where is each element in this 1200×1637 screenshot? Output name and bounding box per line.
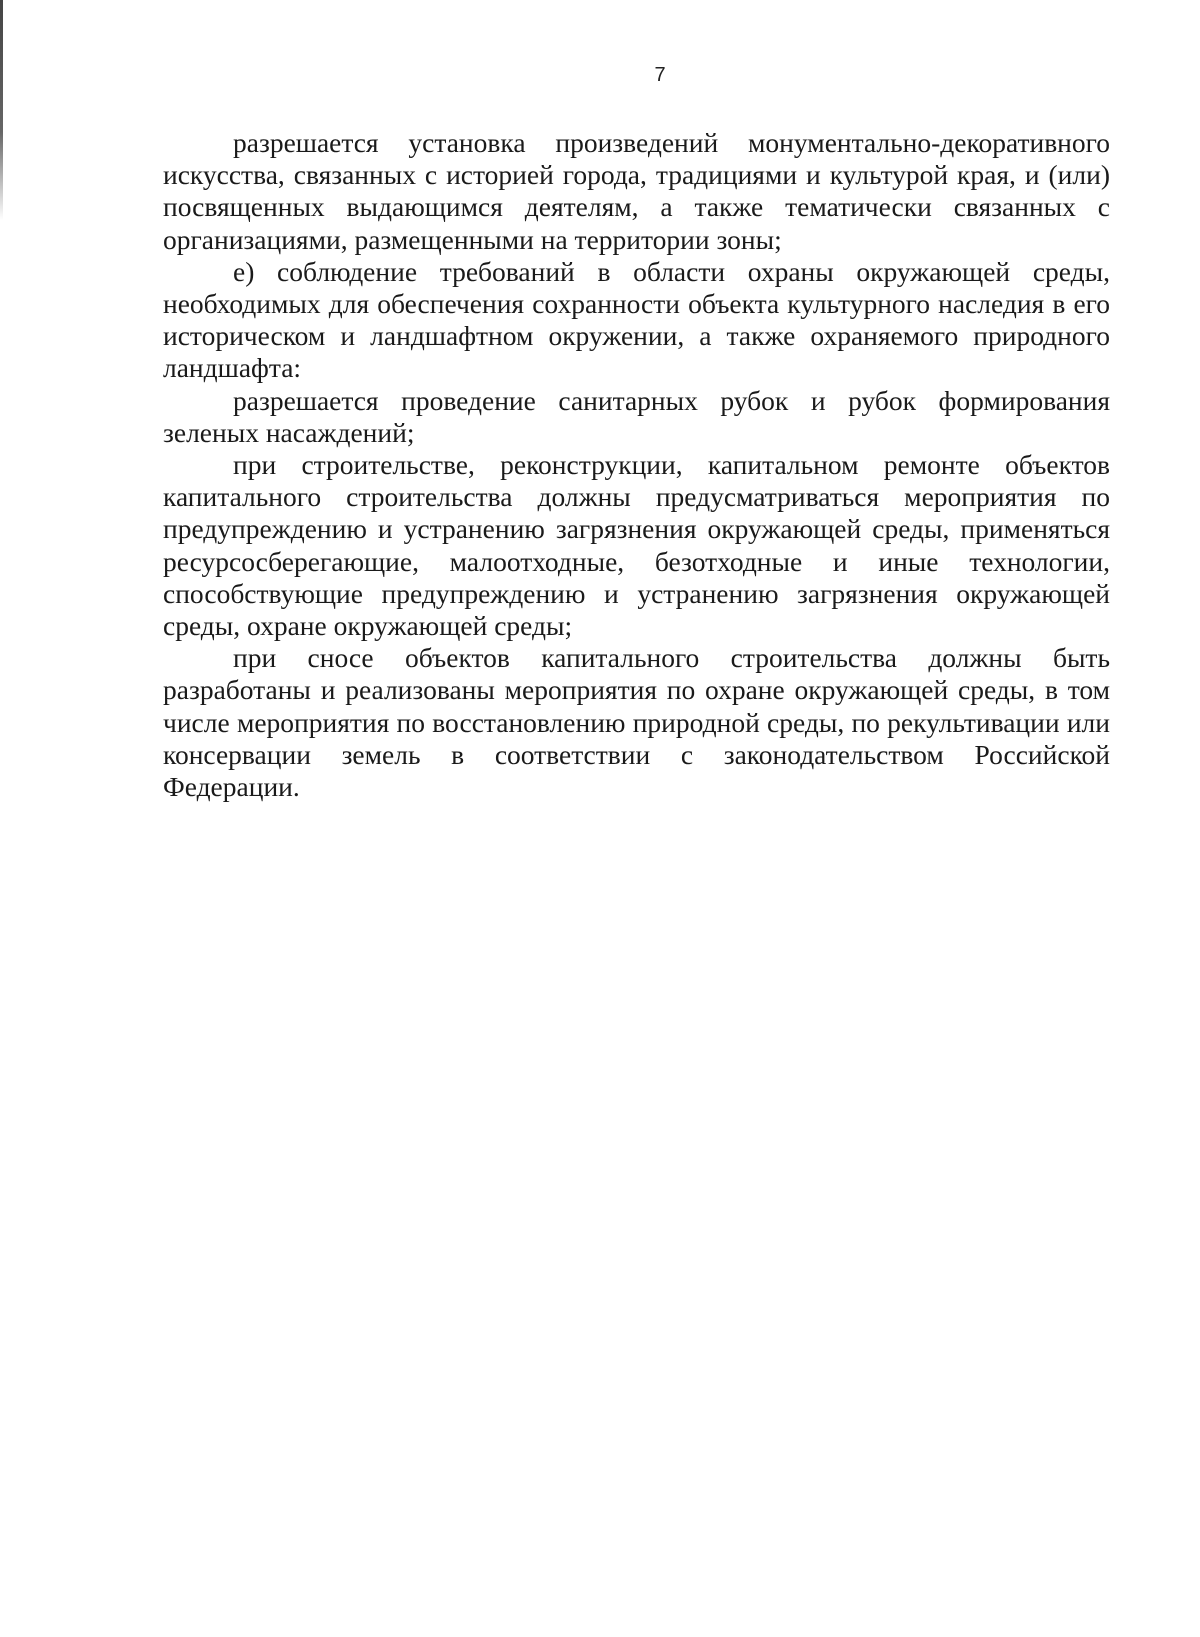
paragraph-sanitary-felling: разрешается проведение санитарных рубок и рубок формирования зеленых насаждений; — [163, 384, 1110, 448]
paragraph-construction-measures: при строительстве, реконструкции, капитальном ремонте объектов капитального строительства должны предусматриваться мероприятия по предупреждению и устранению загрязнения окружающей среды, применяться ресурсосберегающие, малоотходные, безотходные и иные технологии, способствующие предупреждению и устранению загрязнения окружающей среды, охране окружающей среды; — [163, 449, 1110, 642]
paragraph-monument-installation: разрешается установка произведений монументально-декоративного искусства, связанных с историей города, традициями и культурой края, и (или) посвященных выдающимся деятелям, а также тематически связанных с организациями, размещенными на территории зоны; — [163, 127, 1110, 255]
document-body — [163, 127, 1110, 803]
paragraph-demolition-measures: при сносе объектов капитального строительства должны быть разработаны и реализованы мероприятия по охране окружающей среды, в том числе мероприятия по восстановлению природной среды, по рекультивации или консервации земель в соответствии с законодательством Российской Федерации. — [163, 642, 1110, 803]
paragraph-environment-requirements: е) соблюдение требований в области охраны окружающей среды, необходимых для обеспечения сохранности объекта культурного наследия в его историческом и ландшафтном окружении, а также охраняемого природного ландшафта: — [163, 255, 1110, 384]
page-number: 7 — [654, 64, 666, 86]
scan-edge-shadow — [0, 0, 3, 220]
